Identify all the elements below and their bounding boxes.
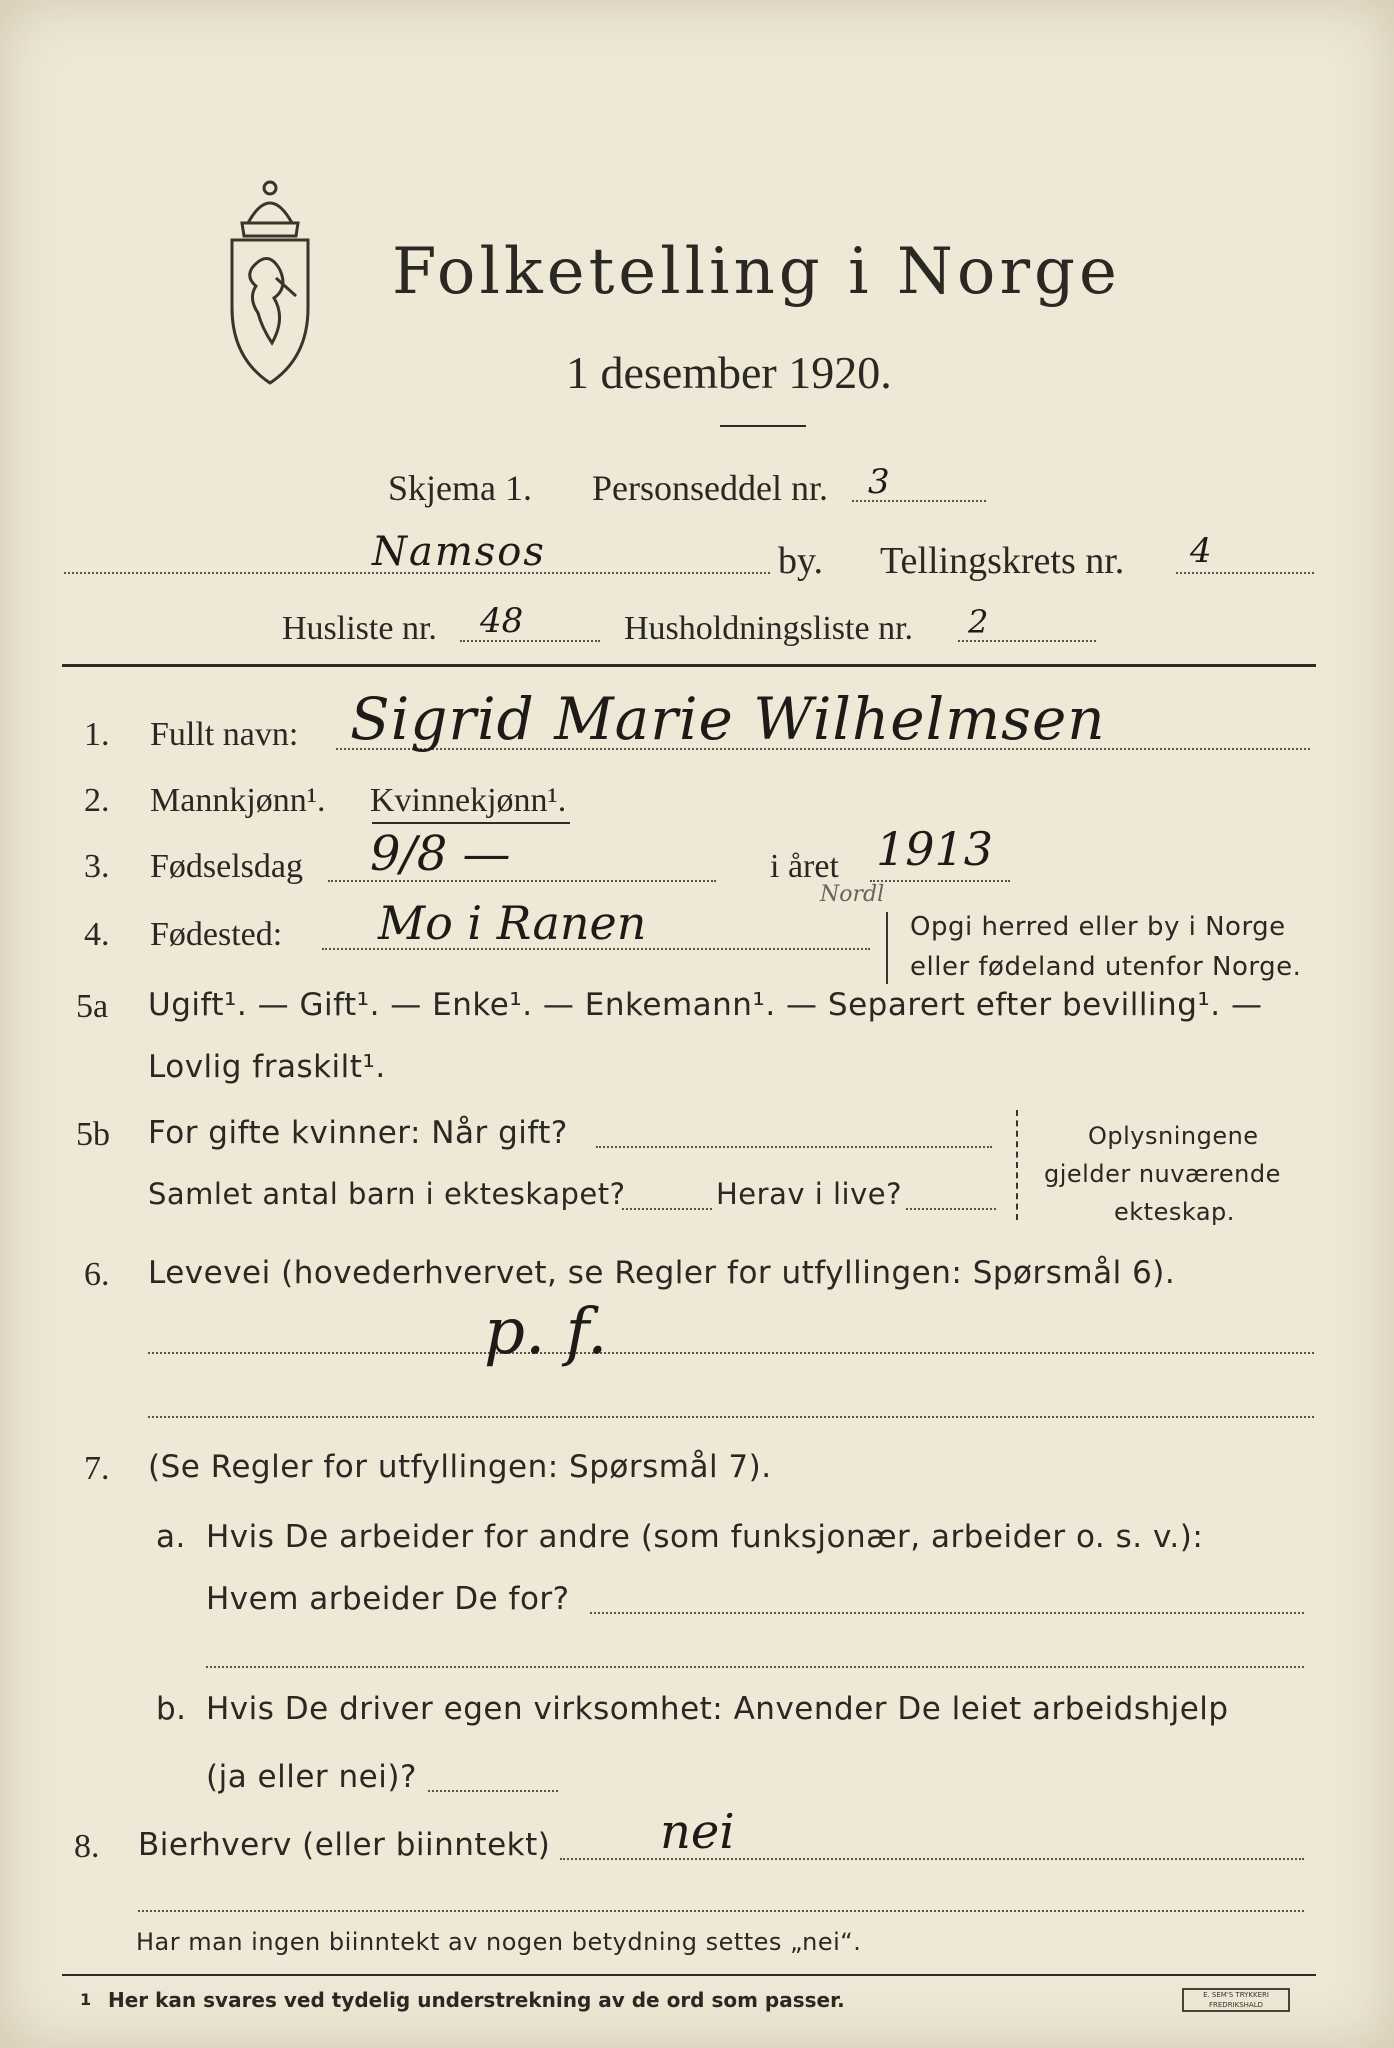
q6-label: Levevei (hovederhvervet, se Regler for utfyllingen: Spørsmål 6). bbox=[148, 1255, 1176, 1291]
q5b-note-line2: gjelder nuværende bbox=[1044, 1160, 1281, 1188]
occupation-line-2 bbox=[148, 1416, 1314, 1418]
personseddel-value[interactable]: 3 bbox=[868, 462, 890, 502]
tellingskrets-line bbox=[1176, 572, 1314, 574]
hired-help-line bbox=[428, 1790, 558, 1792]
occupation-line bbox=[148, 1352, 1314, 1354]
husliste-label: Husliste nr. bbox=[282, 610, 437, 647]
q1-number: 1. bbox=[84, 716, 110, 753]
married-when-line bbox=[596, 1146, 992, 1148]
birthday-value[interactable]: 9/8 — bbox=[370, 826, 511, 882]
q5b-alive-label: Herav i live? bbox=[716, 1177, 903, 1211]
birth-year-line bbox=[870, 880, 1010, 882]
coat-of-arms-icon bbox=[218, 178, 322, 388]
q7b-line2: (ja eller nei)? bbox=[206, 1759, 417, 1795]
q3-label: Fødselsdag bbox=[150, 848, 303, 885]
printer-stamp bbox=[1182, 1988, 1290, 2012]
q5b-children-label: Samlet antal barn i ekteskapet? bbox=[148, 1177, 626, 1211]
personseddel-label: Personseddel nr. bbox=[592, 468, 828, 508]
marital-status-divorced-option[interactable]: Lovlig fraskilt¹. bbox=[148, 1049, 386, 1085]
q7a-line1: Hvis De arbeider for andre (som funksjonær, arbeider o. s. v.): bbox=[206, 1519, 1204, 1555]
q4-note-line2: eller fødeland utenfor Norge. bbox=[910, 952, 1302, 982]
q4-note-line1: Opgi herred eller by i Norge bbox=[910, 912, 1286, 942]
q5b-number: 5b bbox=[76, 1116, 110, 1153]
q5b-married-when-label: For gifte kvinner: Når gift? bbox=[148, 1115, 568, 1151]
q8-number: 8. bbox=[74, 1828, 100, 1865]
q7a-letter: a. bbox=[156, 1519, 186, 1555]
husholdningsliste-label: Husholdningsliste nr. bbox=[624, 610, 914, 647]
gender-female-option[interactable]: Kvinnekjønn¹. bbox=[370, 782, 567, 819]
q7b-letter: b. bbox=[156, 1691, 187, 1727]
gender-male-option[interactable]: Mannkjønn¹. bbox=[150, 782, 326, 819]
side-income-line-2 bbox=[138, 1910, 1304, 1912]
skjema-label: Skjema 1. bbox=[388, 468, 532, 508]
full-name-value[interactable]: Sigrid Marie Wilhelmsen bbox=[350, 685, 1106, 753]
gender-female-underline bbox=[372, 822, 570, 824]
q5a-number: 5a bbox=[76, 988, 109, 1025]
q3-year-label: i året bbox=[770, 848, 839, 885]
census-date: 1 desember 1920. bbox=[566, 347, 892, 398]
q1-label: Fullt navn: bbox=[150, 716, 299, 753]
by-value[interactable]: Namsos bbox=[372, 529, 546, 575]
employer-line bbox=[590, 1612, 1304, 1614]
husliste-value[interactable]: 48 bbox=[480, 601, 524, 641]
q4-brace bbox=[886, 912, 888, 984]
footnote-text: Her kan svares ved tydelig understrekning av de ord som passer. bbox=[108, 1988, 845, 2012]
employer-line-2 bbox=[206, 1666, 1304, 1668]
q5b-note-line1: Oplysningene bbox=[1088, 1122, 1259, 1150]
tellingskrets-value[interactable]: 4 bbox=[1190, 531, 1212, 571]
q5b-note-line3: ekteskap. bbox=[1114, 1198, 1235, 1226]
birthplace-value[interactable]: Mo i Ranen bbox=[378, 896, 647, 950]
q7-label: (Se Regler for utfyllingen: Spørsmål 7). bbox=[148, 1449, 772, 1485]
q4-number: 4. bbox=[84, 916, 110, 953]
birth-year-value[interactable]: 1913 bbox=[876, 822, 994, 876]
q7a-line2: Hvem arbeider De for? bbox=[206, 1581, 570, 1617]
header-divider bbox=[62, 664, 1316, 667]
q5b-brace bbox=[1016, 1110, 1018, 1220]
husholdningsliste-value[interactable]: 2 bbox=[968, 603, 989, 641]
birthplace-region-value[interactable]: Nordl bbox=[820, 882, 885, 907]
q7-number: 7. bbox=[84, 1450, 110, 1487]
q3-number: 3. bbox=[84, 848, 110, 885]
side-income-value[interactable]: nei bbox=[660, 1804, 735, 1860]
q4-label: Fødested: bbox=[150, 916, 283, 953]
footer-divider bbox=[62, 1974, 1316, 1976]
children-total-line bbox=[622, 1208, 712, 1210]
title-divider bbox=[720, 425, 806, 427]
by-label: by. bbox=[778, 540, 824, 582]
q7b-line1: Hvis De driver egen virksomhet: Anvender De leiet arbeidshjelp bbox=[206, 1691, 1229, 1727]
marital-status-options[interactable]: Ugift¹. — Gift¹. — Enke¹. — Enkemann¹. — Separert efter bevilling¹. — bbox=[148, 987, 1263, 1023]
children-alive-line bbox=[906, 1208, 996, 1210]
footnote-mark: 1 bbox=[80, 1990, 92, 2009]
q8-label: Bierhverv (eller biinntekt) bbox=[138, 1827, 551, 1863]
q2-number: 2. bbox=[84, 782, 110, 819]
tellingskrets-label: Tellingskrets nr. bbox=[880, 540, 1125, 582]
printer-text: E. SEM'S TRYKKERI FREDRIKSHALD bbox=[1203, 1991, 1269, 2009]
q6-number: 6. bbox=[84, 1256, 110, 1293]
form-title: Folketelling i Norge bbox=[392, 235, 1121, 309]
footer-note: Har man ingen biinntekt av nogen betydning settes „nei“. bbox=[136, 1928, 862, 1956]
occupation-value[interactable]: p. f. bbox=[484, 1295, 608, 1369]
